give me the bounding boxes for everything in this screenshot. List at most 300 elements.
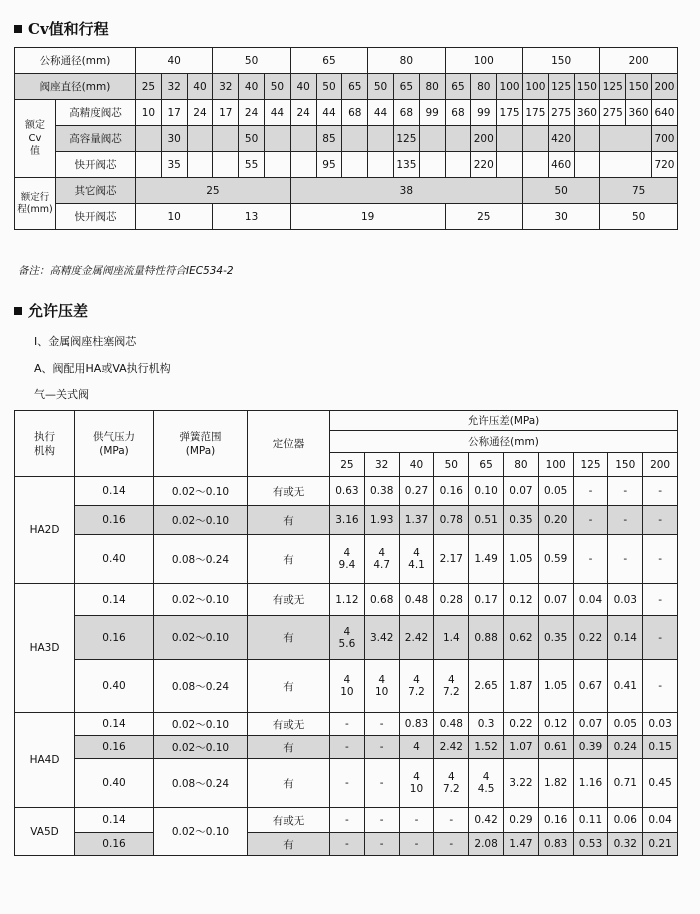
value-cell: -	[434, 808, 469, 833]
value-cell: 1.49	[469, 535, 504, 584]
value-cell: 0.78	[434, 506, 469, 535]
value-cell: 175	[522, 100, 548, 126]
value-cell: 1.05	[503, 535, 538, 584]
value-cell: -	[643, 616, 678, 660]
value-cell: 0.07	[538, 584, 573, 616]
size-cell: 125	[573, 453, 608, 477]
stacked-value	[339, 626, 356, 650]
value-cell: -	[643, 506, 678, 535]
value-cell: 0.35	[538, 616, 573, 660]
value-bottom: 7.2	[408, 686, 425, 698]
header-cell: 100	[522, 74, 548, 100]
header-cell: 65	[393, 74, 419, 100]
row-label: 高精度阀芯	[56, 100, 136, 126]
value-cell: 0.38	[364, 477, 399, 506]
air-cell: 0.14	[75, 808, 154, 833]
value-cell: 38	[290, 178, 522, 204]
value-cell: 0.67	[573, 660, 608, 713]
value-cell: 0.39	[573, 736, 608, 759]
value-cell: -	[643, 660, 678, 713]
header-cell: 200	[651, 74, 677, 100]
positioner-cell: 有	[248, 616, 330, 660]
value-cell	[522, 126, 548, 152]
value-top: 4	[343, 674, 351, 686]
value-cell	[574, 126, 600, 152]
value-cell	[213, 152, 239, 178]
stacked-value	[375, 674, 388, 698]
value-cell: 19	[290, 204, 445, 230]
value-cell: 68	[342, 100, 368, 126]
value-cell: 700	[651, 126, 677, 152]
value-cell: 0.07	[573, 713, 608, 736]
value-cell: 175	[497, 100, 523, 126]
value-cell: -	[364, 736, 399, 759]
pressure-table	[14, 410, 678, 856]
value-cell: 0.29	[503, 808, 538, 833]
cv-table	[14, 47, 678, 230]
value-cell: -	[399, 833, 434, 856]
header-cell: 40	[290, 74, 316, 100]
row-label: 其它阀芯	[56, 178, 136, 204]
value-cell: -	[573, 506, 608, 535]
value-cell	[434, 759, 469, 808]
value-cell: 0.45	[643, 759, 678, 808]
value-cell: 0.71	[608, 759, 643, 808]
value-cell	[419, 126, 445, 152]
value-cell: 3.22	[503, 759, 538, 808]
value-cell: -	[399, 808, 434, 833]
section-dp-heading	[14, 300, 88, 321]
size-cell: 100	[538, 453, 573, 477]
positioner-cell: 有	[248, 506, 330, 535]
section-title: Cv值和行程	[28, 20, 109, 38]
size-cell: 80	[503, 453, 538, 477]
size-cell: 150	[608, 453, 643, 477]
value-cell: 25	[445, 204, 522, 230]
air-cell: 0.16	[75, 736, 154, 759]
value-cell: 0.04	[573, 584, 608, 616]
value-cell: 44	[316, 100, 342, 126]
value-cell: 99	[419, 100, 445, 126]
value-cell: 44	[368, 100, 394, 126]
spring-cell: 0.02～0.10	[154, 584, 248, 616]
header-label: 公称通径(mm)	[15, 48, 136, 74]
size-cell: 65	[469, 453, 504, 477]
value-cell	[522, 152, 548, 178]
value-cell: 0.68	[364, 584, 399, 616]
spring-cell: 0.02～0.10	[154, 477, 248, 506]
value-top: 4	[413, 547, 420, 559]
value-cell: -	[608, 477, 643, 506]
value-cell: 3.42	[364, 616, 399, 660]
group-label: 额定Cv值	[15, 100, 56, 178]
value-cell: 720	[651, 152, 677, 178]
value-top: 4	[413, 771, 420, 783]
square-bullet-icon	[14, 25, 22, 33]
header-cell: 150	[626, 74, 652, 100]
value-cell	[368, 126, 394, 152]
stacked-value	[410, 771, 423, 795]
header-cell: 65	[445, 74, 471, 100]
air-cell: 0.16	[75, 833, 154, 856]
value-cell	[419, 152, 445, 178]
value-cell: 10	[136, 204, 213, 230]
value-cell: 55	[239, 152, 265, 178]
value-cell: 0.88	[469, 616, 504, 660]
value-cell: 0.12	[503, 584, 538, 616]
stacked-value	[339, 547, 356, 571]
positioner-cell: 有	[248, 660, 330, 713]
value-cell: 0.48	[434, 713, 469, 736]
spring-cell: 0.02～0.10	[154, 808, 248, 856]
value-cell: 0.16	[538, 808, 573, 833]
size-cell: 40	[399, 453, 434, 477]
value-cell: 68	[393, 100, 419, 126]
value-cell	[330, 616, 365, 660]
value-cell	[187, 152, 213, 178]
value-cell: 50	[522, 178, 599, 204]
value-cell: 125	[393, 126, 419, 152]
value-cell: 1.87	[503, 660, 538, 713]
value-top: 4	[447, 674, 455, 686]
actuator-label: HA2D	[15, 477, 75, 584]
value-cell: -	[330, 713, 365, 736]
value-cell: 460	[548, 152, 574, 178]
value-cell: 0.06	[608, 808, 643, 833]
stacked-value	[408, 547, 425, 571]
stacked-value	[373, 547, 390, 571]
value-cell: -	[643, 584, 678, 616]
value-cell: 0.61	[538, 736, 573, 759]
value-cell: 0.15	[643, 736, 678, 759]
header-cell: 32	[213, 74, 239, 100]
value-cell: 0.59	[538, 535, 573, 584]
value-cell	[330, 660, 365, 713]
value-cell: -	[643, 535, 678, 584]
value-cell	[342, 152, 368, 178]
value-cell	[497, 152, 523, 178]
value-cell	[364, 535, 399, 584]
value-cell	[213, 126, 239, 152]
value-bottom: 10	[375, 686, 389, 698]
value-cell	[330, 535, 365, 584]
value-top: 4	[413, 674, 420, 686]
value-cell	[399, 535, 434, 584]
header-cell: 65	[290, 48, 367, 74]
header-cell: 65	[342, 74, 368, 100]
header-cell: 125	[600, 74, 626, 100]
value-cell	[399, 660, 434, 713]
actuator-label: HA3D	[15, 584, 75, 713]
value-bottom: 4.5	[477, 783, 495, 795]
stacked-value	[340, 674, 353, 698]
air-cell: 0.14	[75, 584, 154, 616]
value-cell: 0.04	[643, 808, 678, 833]
value-cell: 24	[187, 100, 213, 126]
value-cell: -	[643, 477, 678, 506]
value-cell: 0.17	[469, 584, 504, 616]
value-cell	[264, 126, 290, 152]
value-cell	[469, 759, 504, 808]
header-label: 阀座直径(mm)	[15, 74, 136, 100]
spring-cell: 0.08～0.24	[154, 660, 248, 713]
value-cell	[399, 759, 434, 808]
value-cell: 0.41	[608, 660, 643, 713]
header-cell: 50	[264, 74, 290, 100]
header-cell: 供气压力(MPa)	[75, 411, 154, 477]
value-cell	[368, 152, 394, 178]
value-cell: -	[330, 736, 365, 759]
value-cell: 0.03	[608, 584, 643, 616]
header-cell: 80	[419, 74, 445, 100]
value-cell	[445, 126, 471, 152]
value-cell: 0.83	[399, 713, 434, 736]
header-cell: 100	[497, 74, 523, 100]
value-cell	[264, 152, 290, 178]
header-cell: 40	[239, 74, 265, 100]
positioner-cell: 有	[248, 736, 330, 759]
positioner-cell: 有或无	[248, 713, 330, 736]
header-cell: 80	[368, 48, 445, 74]
value-cell: 420	[548, 126, 574, 152]
header-cell: 公称通径(mm)	[330, 431, 678, 453]
value-top: 4	[378, 547, 386, 559]
value-cell: -	[330, 759, 365, 808]
spring-cell: 0.02～0.10	[154, 506, 248, 535]
value-cell: 95	[316, 152, 342, 178]
value-cell	[136, 152, 162, 178]
value-cell: -	[330, 808, 365, 833]
value-cell: 640	[651, 100, 677, 126]
spring-cell: 0.02～0.10	[154, 736, 248, 759]
value-cell: 0.16	[434, 477, 469, 506]
value-cell	[445, 152, 471, 178]
stacked-value	[478, 771, 495, 795]
air-cell: 0.16	[75, 616, 154, 660]
row-label: 快开阀芯	[56, 204, 136, 230]
size-cell: 200	[643, 453, 678, 477]
value-cell: 0.03	[643, 713, 678, 736]
spring-cell: 0.02～0.10	[154, 713, 248, 736]
value-cell: 2.42	[434, 736, 469, 759]
value-cell: -	[330, 833, 365, 856]
value-cell: 85	[316, 126, 342, 152]
value-cell: 1.12	[330, 584, 365, 616]
value-cell: 1.4	[434, 616, 469, 660]
value-bottom: 10	[409, 783, 424, 795]
value-cell: 75	[600, 178, 678, 204]
header-cell: 50	[316, 74, 342, 100]
value-cell	[290, 152, 316, 178]
value-bottom: 4.1	[408, 559, 425, 571]
value-cell: 24	[290, 100, 316, 126]
value-cell: -	[364, 833, 399, 856]
value-cell: 0.48	[399, 584, 434, 616]
value-cell: 1.37	[399, 506, 434, 535]
value-cell: -	[608, 535, 643, 584]
value-top: 4	[343, 547, 351, 559]
value-cell: 0.35	[503, 506, 538, 535]
value-cell: 1.93	[364, 506, 399, 535]
value-bottom: 7.2	[442, 686, 460, 698]
size-cell: 25	[330, 453, 365, 477]
value-cell: 99	[471, 100, 497, 126]
value-cell: 0.42	[469, 808, 504, 833]
spring-cell: 0.02～0.10	[154, 616, 248, 660]
value-cell: 50	[600, 204, 678, 230]
value-cell: 1.82	[538, 759, 573, 808]
value-cell: 0.12	[538, 713, 573, 736]
value-cell: 1.07	[503, 736, 538, 759]
value-cell	[136, 126, 162, 152]
header-cell: 150	[574, 74, 600, 100]
value-cell: 1.16	[573, 759, 608, 808]
header-cell: 50	[368, 74, 394, 100]
header-cell: 弹簧范围(MPa)	[154, 411, 248, 477]
header-cell: 125	[548, 74, 574, 100]
header-cell: 150	[522, 48, 599, 74]
value-cell: 0.07	[503, 477, 538, 506]
value-cell: 0.05	[608, 713, 643, 736]
subheading-3: 气—关式阀	[34, 388, 89, 401]
value-bottom: 10	[340, 686, 354, 698]
value-cell: 0.20	[538, 506, 573, 535]
value-cell: 0.62	[503, 616, 538, 660]
actuator-label: HA4D	[15, 713, 75, 808]
value-top: 4	[343, 625, 351, 638]
actuator-label: VA5D	[15, 808, 75, 856]
value-cell: 0.32	[608, 833, 643, 856]
air-cell: 0.40	[75, 759, 154, 808]
header-cell: 40	[136, 48, 213, 74]
note: 备注：高精度金属阀座流量特性符合IEC534-2	[18, 265, 234, 277]
value-bottom: 7.2	[442, 783, 460, 795]
value-cell: 44	[264, 100, 290, 126]
value-cell: 360	[626, 100, 652, 126]
header-cell: 允许压差(MPa)	[330, 411, 678, 431]
value-cell: 30	[522, 204, 599, 230]
value-cell: 0.14	[608, 616, 643, 660]
value-cell: -	[573, 535, 608, 584]
value-cell: 1.47	[503, 833, 538, 856]
value-cell: 0.83	[538, 833, 573, 856]
value-cell: 0.22	[503, 713, 538, 736]
header-cell: 50	[213, 48, 290, 74]
value-cell: 0.22	[573, 616, 608, 660]
header-cell: 执行机构	[15, 411, 75, 477]
value-cell: 30	[161, 126, 187, 152]
value-cell: 0.53	[573, 833, 608, 856]
positioner-cell: 有或无	[248, 584, 330, 616]
value-cell: 0.24	[608, 736, 643, 759]
air-cell: 0.40	[75, 535, 154, 584]
value-cell: 24	[239, 100, 265, 126]
value-cell: 13	[213, 204, 290, 230]
header-cell: 32	[161, 74, 187, 100]
section-title: 允许压差	[28, 302, 89, 320]
value-cell: 2.42	[399, 616, 434, 660]
value-cell: 68	[445, 100, 471, 126]
value-cell: 220	[471, 152, 497, 178]
section-cv-heading	[14, 18, 109, 39]
positioner-cell: 有或无	[248, 477, 330, 506]
air-cell: 0.16	[75, 506, 154, 535]
value-cell: 0.10	[469, 477, 504, 506]
value-cell: 2.65	[469, 660, 504, 713]
value-top: 4	[447, 771, 455, 783]
value-top: 4	[378, 674, 386, 686]
value-cell: 25	[136, 178, 291, 204]
value-cell: 135	[393, 152, 419, 178]
value-cell: 35	[161, 152, 187, 178]
value-cell: 0.27	[399, 477, 434, 506]
value-cell: 2.17	[434, 535, 469, 584]
stacked-value	[443, 674, 460, 698]
size-cell: 32	[364, 453, 399, 477]
value-cell: 1.05	[538, 660, 573, 713]
value-cell: -	[364, 759, 399, 808]
square-bullet-icon	[14, 307, 22, 315]
positioner-cell: 有	[248, 833, 330, 856]
value-cell: 360	[574, 100, 600, 126]
air-cell: 0.14	[75, 477, 154, 506]
value-cell: 0.63	[330, 477, 365, 506]
value-cell: 0.3	[469, 713, 504, 736]
value-cell	[574, 152, 600, 178]
value-cell: 2.08	[469, 833, 504, 856]
group-label: 额定行程(mm)	[15, 178, 56, 230]
header-cell: 40	[187, 74, 213, 100]
value-cell: -	[364, 808, 399, 833]
positioner-cell: 有或无	[248, 808, 330, 833]
air-cell: 0.40	[75, 660, 154, 713]
stacked-value	[443, 771, 460, 795]
header-cell: 25	[136, 74, 162, 100]
value-top: 4	[482, 771, 490, 783]
value-cell: -	[364, 713, 399, 736]
subheading-1: Ⅰ、金属阀座柱塞阀芯	[34, 335, 137, 348]
header-cell: 定位器	[248, 411, 330, 477]
value-cell: -	[573, 477, 608, 506]
stacked-value	[408, 674, 425, 698]
positioner-cell: 有	[248, 759, 330, 808]
value-bottom: 5.6	[338, 637, 356, 650]
value-cell	[600, 126, 652, 152]
air-cell: 0.14	[75, 713, 154, 736]
value-cell	[290, 126, 316, 152]
value-cell: -	[608, 506, 643, 535]
value-cell: 1.52	[469, 736, 504, 759]
value-cell: 0.05	[538, 477, 573, 506]
value-cell: 10	[136, 100, 162, 126]
value-cell: -	[434, 833, 469, 856]
value-cell: 50	[239, 126, 265, 152]
value-cell	[342, 126, 368, 152]
spring-cell: 0.08～0.24	[154, 759, 248, 808]
value-cell: 17	[213, 100, 239, 126]
value-cell: 0.51	[469, 506, 504, 535]
value-cell: 4	[399, 736, 434, 759]
value-cell	[434, 660, 469, 713]
header-cell: 80	[471, 74, 497, 100]
value-bottom: 4.7	[373, 559, 391, 571]
header-cell: 100	[445, 48, 522, 74]
value-cell: 275	[548, 100, 574, 126]
spring-cell: 0.08～0.24	[154, 535, 248, 584]
value-cell: 17	[161, 100, 187, 126]
header-cell: 200	[600, 48, 678, 74]
subheading-2: A、阀配用HA或VA执行机构	[34, 362, 171, 375]
